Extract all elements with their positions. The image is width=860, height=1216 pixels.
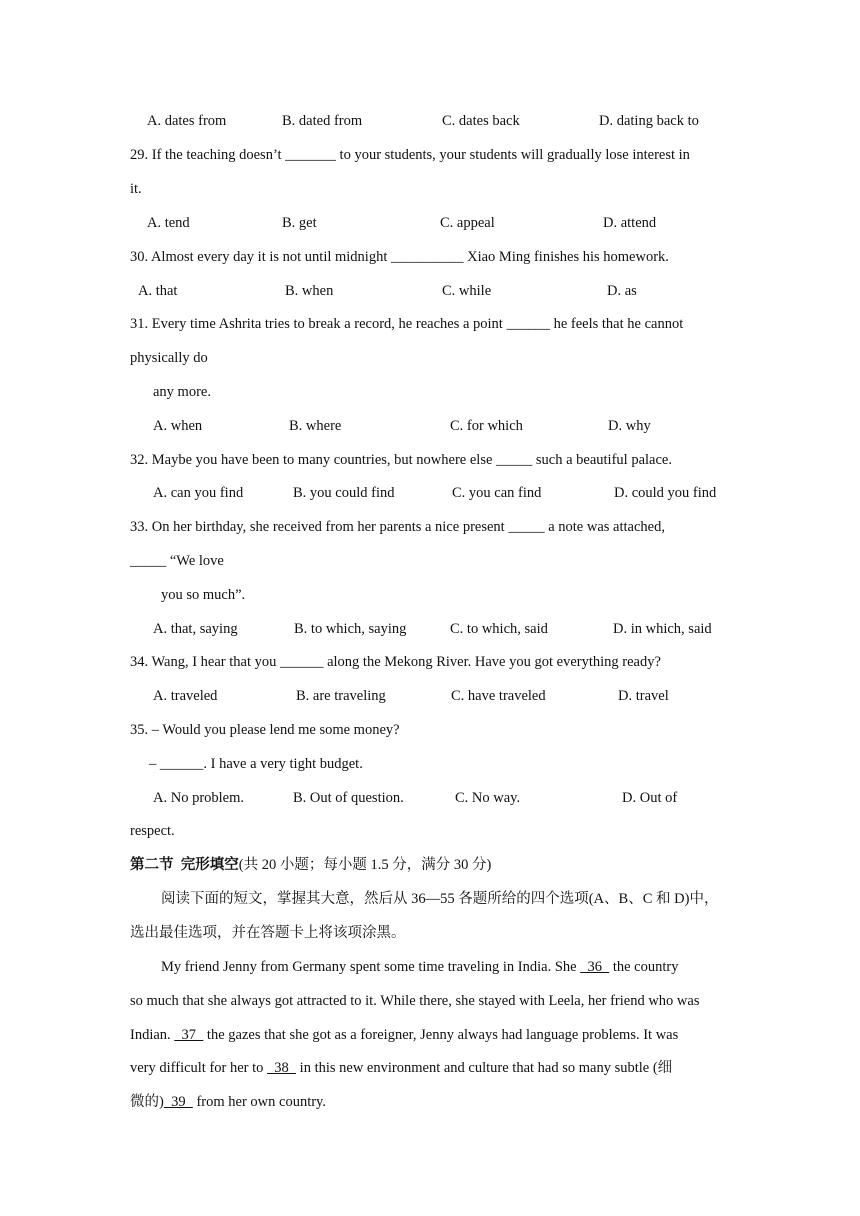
q34-options [0, 685, 860, 707]
section2-heading-text [130, 854, 491, 876]
q28-option-d: D. dating back to [599, 113, 699, 129]
q33-stem-cont2-text: you so much”. [161, 587, 246, 603]
q33-stem-cont1 [0, 550, 860, 572]
passage-l3-b: the gazes that she got as a foreigner, Jenny always had language problems. It was [203, 1027, 679, 1043]
q33-stem-cont1-text: _____ “We love [130, 553, 224, 569]
q34-option-d: D. travel [618, 688, 669, 704]
q35-option-c: C. No way. [455, 790, 521, 806]
passage-l5-b: from her own country. [192, 1094, 326, 1110]
q30-stem-text: 30. Almost every day it is not until midnight __________ Xiao Ming finishes his homework. [130, 249, 669, 265]
q35-reply-text: – ______. I have a very tight budget. [149, 756, 363, 772]
q32-option-c: C. you can find [452, 485, 542, 501]
passage-l5-a: 微的) [130, 1094, 164, 1110]
q33-option-a: A. that, saying [153, 621, 238, 637]
section2-heading [0, 854, 860, 876]
q33-option-d: D. in which, said [613, 621, 712, 637]
q31-option-a: A. when [153, 418, 203, 434]
q29-stem-cont [0, 178, 860, 200]
passage-l4-b: in this new environment and culture that had so many subtle (细 [296, 1060, 673, 1076]
q28-option-b: B. dated from [282, 113, 363, 129]
q32-option-b: B. you could find [293, 485, 395, 501]
q34-option-b: B. are traveling [296, 688, 386, 704]
q35-stem-text: 35. – Would you please lend me some money? [130, 722, 400, 738]
section2-heading-rest: (共 20 小题；每小题 1.5 分，满分 30 分) [238, 857, 492, 873]
q30-option-d: D. as [607, 283, 637, 299]
q34-option-c: C. have traveled [451, 688, 546, 704]
q31-stem-cont2-text: any more. [153, 384, 211, 400]
q34-stem [0, 651, 860, 673]
passage-line-3 [0, 1024, 860, 1046]
passage-line-2-text: so much that she always got attracted to it. While there, she stayed with Leela, her friend who was [130, 993, 700, 1009]
q33-stem [0, 516, 860, 538]
q30-option-a: A. that [138, 283, 178, 299]
q35-reply [0, 753, 860, 775]
q32-option-a: A. can you find [153, 485, 244, 501]
q29-stem [0, 144, 860, 166]
q35-option-d-cont-text: respect. [130, 823, 175, 839]
q28-options [0, 110, 860, 132]
q34-option-a: A. traveled [153, 688, 218, 704]
q33-option-c: C. to which, said [450, 621, 548, 637]
q35-options [0, 787, 860, 809]
q30-option-b: B. when [285, 283, 334, 299]
q35-option-a: A. No problem. [153, 790, 245, 806]
q31-stem-cont2 [0, 381, 860, 403]
q31-option-c: C. for which [450, 418, 523, 434]
section2-instruction-1-text: 阅读下面的短文，掌握其大意，然后从 36—55 各题所给的四个选项(A、B、C 和 D)中， [161, 891, 719, 907]
section2-instruction-2-text: 选出最佳选项，并在答题卡上将该项涂黑。 [130, 925, 406, 941]
passage-l4-a: very difficult for her to [130, 1060, 268, 1076]
blank-36: 36 [580, 959, 610, 975]
q29-options [0, 212, 860, 234]
passage-line-2 [0, 990, 860, 1012]
q35-option-d: D. Out of [622, 790, 678, 806]
passage-l3-a: Indian. [130, 1027, 175, 1043]
q29-stem-text: 29. If the teaching doesn’t _______ to your students, your students will gradually lose interest in [130, 147, 690, 163]
q29-option-b: B. get [282, 215, 317, 231]
q33-stem-cont2 [0, 584, 860, 606]
passage-line-1 [0, 956, 860, 978]
q33-stem-text: 33. On her birthday, she received from her parents a nice present _____ a note was attached, [130, 519, 665, 535]
passage-line-4-text [130, 1057, 672, 1079]
q35-stem [0, 719, 860, 741]
passage-l1-b: the country [609, 959, 679, 975]
q33-options [0, 618, 860, 640]
q34-stem-text: 34. Wang, I hear that you ______ along the Mekong River. Have you got everything ready? [130, 654, 661, 670]
blank-38: 38 [267, 1060, 297, 1076]
q30-options [0, 280, 860, 302]
passage-line-1-text [161, 956, 678, 978]
q31-stem-cont1 [0, 347, 860, 369]
blank-39: 39 [163, 1094, 193, 1110]
q30-stem [0, 246, 860, 268]
q29-option-c: C. appeal [440, 215, 495, 231]
passage-line-5-text [130, 1091, 326, 1113]
passage-line-4 [0, 1057, 860, 1079]
passage-l1-a: My friend Jenny from Germany spent some time traveling in India. She [161, 959, 581, 975]
q32-stem [0, 449, 860, 471]
section2-heading-bold: 第二节 完形填空 [130, 857, 239, 873]
q29-option-a: A. tend [147, 215, 190, 231]
passage-line-3-text [130, 1024, 678, 1046]
q29-option-d: D. attend [603, 215, 657, 231]
q35-option-b: B. Out of question. [293, 790, 404, 806]
passage-line-5 [0, 1091, 860, 1113]
q28-option-c: C. dates back [442, 113, 520, 129]
q31-stem [0, 313, 860, 335]
q29-stem-cont-text: it. [130, 181, 142, 197]
q30-option-c: C. while [442, 283, 492, 299]
section2-instruction-1 [0, 888, 860, 910]
q35-option-d-cont [0, 820, 860, 842]
q31-option-d: D. why [608, 418, 651, 434]
q33-option-b: B. to which, saying [294, 621, 407, 637]
q32-options [0, 482, 860, 504]
q31-stem-cont1-text: physically do [130, 350, 208, 366]
q32-option-d: D. could you find [614, 485, 717, 501]
q28-option-a: A. dates from [147, 113, 227, 129]
q31-option-b: B. where [289, 418, 342, 434]
q31-options [0, 415, 860, 437]
q32-stem-text: 32. Maybe you have been to many countries, but nowhere else _____ such a beautiful palace. [130, 452, 672, 468]
q31-stem-text: 31. Every time Ashrita tries to break a record, he reaches a point ______ he feels that he cannot [130, 316, 684, 332]
section2-instruction-2 [0, 922, 860, 944]
blank-37: 37 [174, 1027, 204, 1043]
